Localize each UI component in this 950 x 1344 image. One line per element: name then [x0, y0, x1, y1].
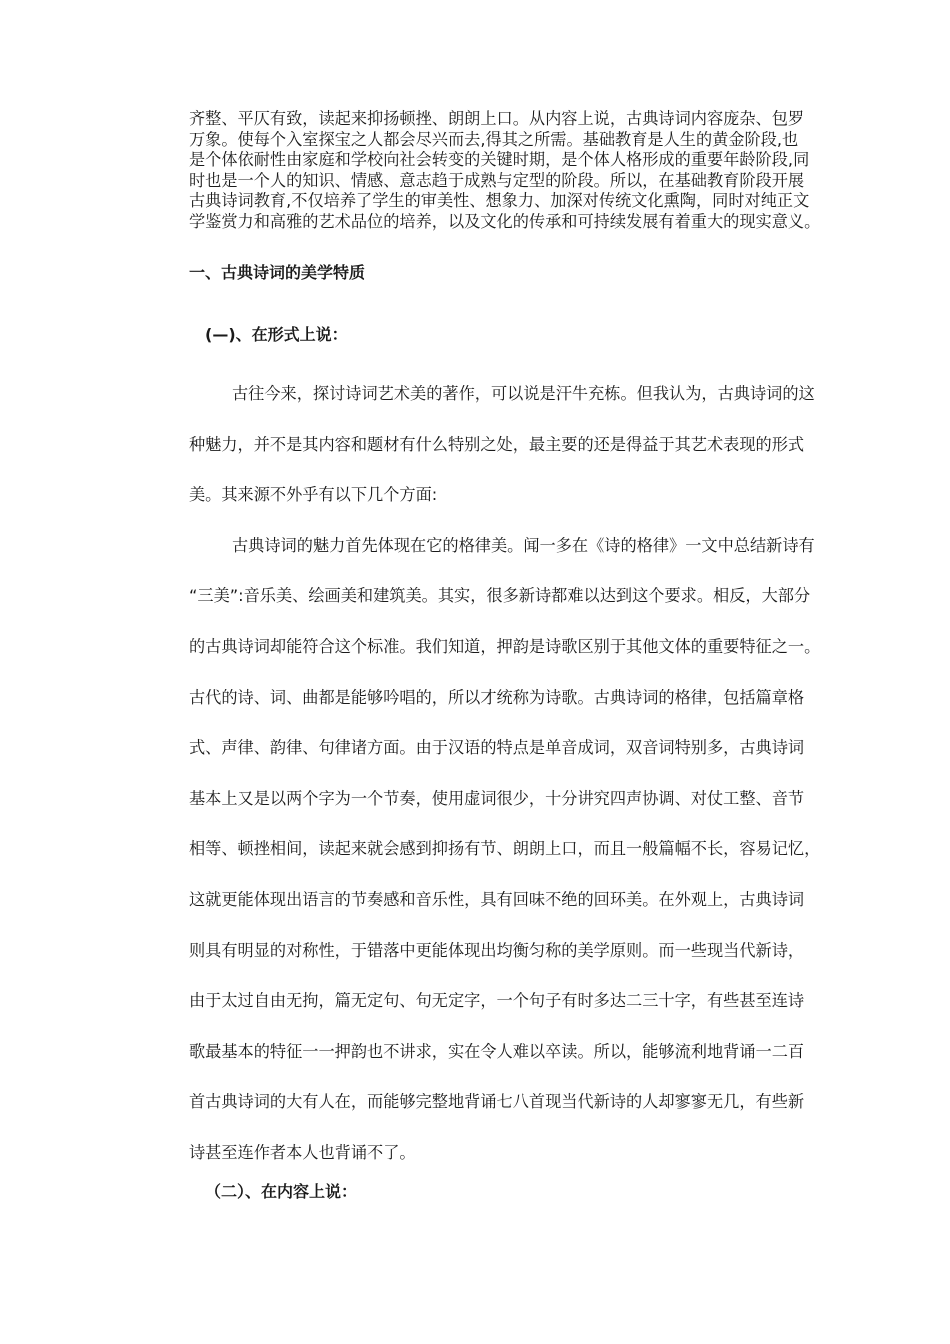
- intro-line: 古典诗词教育,不仅培养了学生的审美性、想象力、加深对传统文化熏陶，同时对纯正文: [189, 191, 810, 211]
- intro-line: 齐整、平仄有致，读起来抑扬顿挫、朗朗上口。从内容上说，古典诗词内容庞杂、包罗: [189, 109, 805, 128]
- body-line: “三美”:音乐美、绘画美和建筑美。其实，很多新诗都难以达到这个要求。相反，大部分: [189, 586, 811, 606]
- body-text: [189, 383, 869, 1193]
- body-line: 则具有明显的对称性，于错落中更能体现出均衡匀称的美学原则。而一些现当代新诗，: [189, 940, 805, 960]
- body-line: 诗甚至连作者本人也背诵不了。: [189, 1142, 416, 1162]
- body-line: 首古典诗词的大有人在，而能够完整地背诵七八首现当代新诗的人却寥寥无几，有些新: [189, 1092, 805, 1112]
- subsection-heading-content: （二）、在内容上说：: [205, 1182, 358, 1201]
- body-line: 美。其来源不外乎有以下几个方面:: [189, 485, 438, 505]
- intro-paragraph: [189, 109, 869, 233]
- section-heading: 一、古典诗词的美学特质: [189, 263, 366, 282]
- intro-line: 是个体依耐性由家庭和学校向社会转变的关键时期，是个体人格形成的重要年龄阶段,同: [189, 150, 810, 170]
- body-line: 种魅力，并不是其内容和题材有什么特别之处，最主要的还是得益于其艺术表现的形式: [189, 434, 805, 454]
- body-line: 式、声律、韵律、句律诸方面。由于汉语的特点是单音成词，双音词特别多，古典诗词: [189, 738, 805, 758]
- intro-line: 学鉴赏力和高雅的艺术品位的培养，以及文化的传承和可持续发展有着重大的现实意义。: [189, 211, 821, 231]
- body-line: 相等、顿挫相间，读起来就会感到抑扬有节、朗朗上口，而且一般篇幅不长，容易记忆，: [189, 839, 821, 859]
- body-line: 古典诗词的魅力首先体现在它的格律美。闻一多在《诗的格律》一文中总结新诗有: [232, 535, 815, 555]
- body-line: 古代的诗、词、曲都是能够吟唱的，所以才统称为诗歌。古典诗词的格律，包括篇章格: [189, 687, 805, 707]
- body-line: 基本上又是以两个字为一个节奏，使用虚词很少，十分讲究四声协调、对仗工整、音节: [189, 788, 805, 808]
- body-line: 由于太过自由无拘，篇无定句、句无定字，一个句子有时多达二三十字，有些甚至连诗: [189, 991, 805, 1011]
- intro-line: 时也是一个人的知识、情感、意志趋于成熟与定型的阶段。所以，在基础教育阶段开展: [189, 170, 805, 190]
- intro-line: 万象。使每个入室探宝之人都会尽兴而去,得其之所需。基础教育是人生的黄金阶段,也: [189, 129, 799, 149]
- subsection-heading-form: (—)、在形式上说：: [205, 325, 348, 344]
- body-line: 的古典诗词却能符合这个标准。我们知道，押韵是诗歌区别于其他文体的重要特征之一。: [189, 636, 821, 656]
- body-line: 这就更能体现出语言的节奏感和音乐性，具有回味不绝的回环美。在外观上，古典诗词: [189, 889, 805, 909]
- body-line: 歌最基本的特征一一押韵也不讲求，实在令人难以卒读。所以，能够流利地背诵一二百: [189, 1041, 805, 1061]
- body-line: 古往今来，探讨诗词艺术美的著作，可以说是汗牛充栋。但我认为，古典诗词的这: [232, 384, 815, 403]
